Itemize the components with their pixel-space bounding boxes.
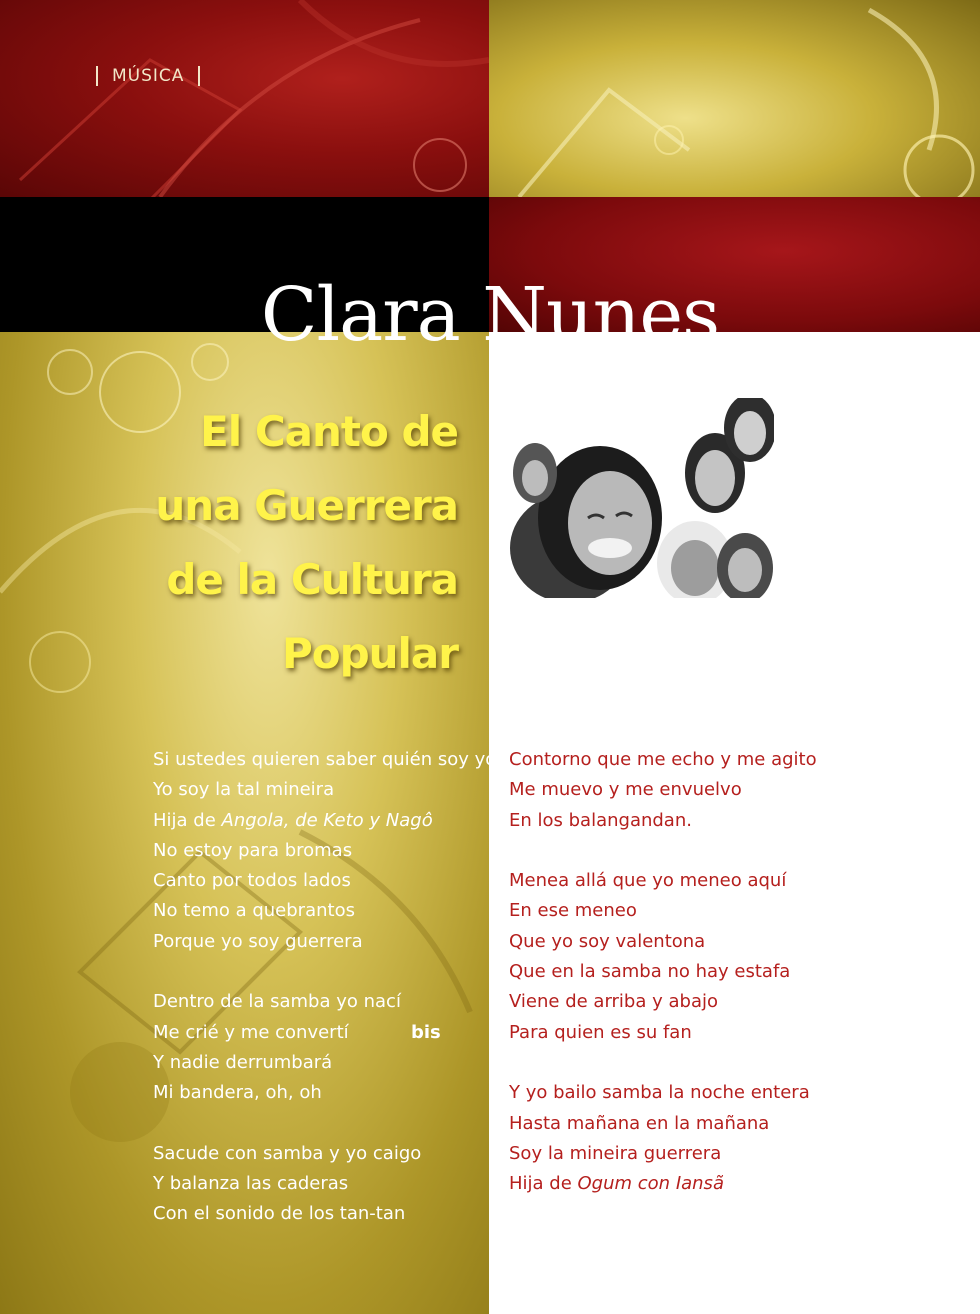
music-note-decoration xyxy=(0,0,489,197)
stanza-gap xyxy=(153,957,496,987)
lyric-line: Hasta mañana en la mañana xyxy=(509,1112,770,1134)
music-note-decoration xyxy=(489,0,980,197)
lyric-line: Para quien es su fan xyxy=(509,1021,692,1043)
lyric-line: En ese meneo xyxy=(509,900,637,922)
collage-photo-icon xyxy=(510,398,774,598)
lyric-line: Y balanza las caderas xyxy=(153,1173,349,1195)
lyric-line: Contorno que me echo y me agito xyxy=(509,749,817,770)
article-subtitle xyxy=(38,395,458,691)
lyric-line: No temo a quebrantos xyxy=(153,900,355,922)
stanza-gap xyxy=(509,1048,817,1078)
lyric-line: Canto por todos lados xyxy=(153,870,351,892)
divider xyxy=(96,66,98,86)
lyric-line: Que en la samba no hay estafa xyxy=(509,961,791,983)
lyric-line: Me crié y me convertí xyxy=(153,1021,349,1043)
stanza-gap xyxy=(509,836,817,866)
section-tag xyxy=(96,66,200,86)
lyrics-left-column xyxy=(153,745,496,1230)
lyric-line: Dentro de la samba yo nací xyxy=(153,991,401,1013)
header-red-panel xyxy=(0,0,489,197)
subtitle-line: de la Cultura xyxy=(166,555,458,604)
lyric-line: Soy la mineira guerrera xyxy=(509,1142,722,1164)
lyric-line: Viene de arriba y abajo xyxy=(509,991,718,1013)
header-gold-panel xyxy=(489,0,980,197)
lyric-line: Yo soy la tal mineira xyxy=(153,779,335,801)
bis-marker: bis xyxy=(411,1022,441,1043)
subtitle-line: Popular xyxy=(281,629,458,678)
lyric-italic-text: Ogum con Iansã xyxy=(577,1173,724,1195)
lyric-line: En los balangandan. xyxy=(509,809,692,831)
lyric-line: Porque yo soy guerrera xyxy=(153,930,363,952)
lyric-line: Menea allá que yo meneo aquí xyxy=(509,870,787,892)
lyric-line: Con el sonido de los tan-tan xyxy=(153,1203,406,1225)
lyrics-right-column xyxy=(509,745,817,1199)
lyric-line: Y nadie derrumbará xyxy=(153,1051,333,1073)
divider xyxy=(198,66,200,86)
subtitle-line: una Guerrera xyxy=(155,481,458,530)
page-title: Clara Nunes xyxy=(260,271,720,358)
lyric-line: Que yo soy valentona xyxy=(509,930,706,952)
lyric-line: Mi bandera, oh, oh xyxy=(153,1082,322,1104)
section-label: MÚSICA xyxy=(112,66,185,86)
lyric-line xyxy=(509,1169,817,1199)
collage-photo xyxy=(510,398,774,598)
lyric-line: Y yo bailo samba la noche entera xyxy=(509,1082,810,1104)
lyric-line: Me muevo y me envuelvo xyxy=(509,779,742,801)
stanza-gap xyxy=(153,1109,496,1139)
lyric-line: No estoy para bromas xyxy=(153,839,353,861)
lyric-italic-text: Angola, de Keto y Nagô xyxy=(221,809,433,831)
lyric-line xyxy=(153,806,496,836)
lyric-line: Sacude con samba y yo caigo xyxy=(153,1142,422,1164)
lyric-text: Hija de xyxy=(153,809,222,831)
lyric-text: Hija de xyxy=(509,1173,578,1195)
subtitle-line: El Canto de xyxy=(200,407,458,456)
lyric-line: Si ustedes quieren saber quién soy yo xyxy=(153,749,497,770)
